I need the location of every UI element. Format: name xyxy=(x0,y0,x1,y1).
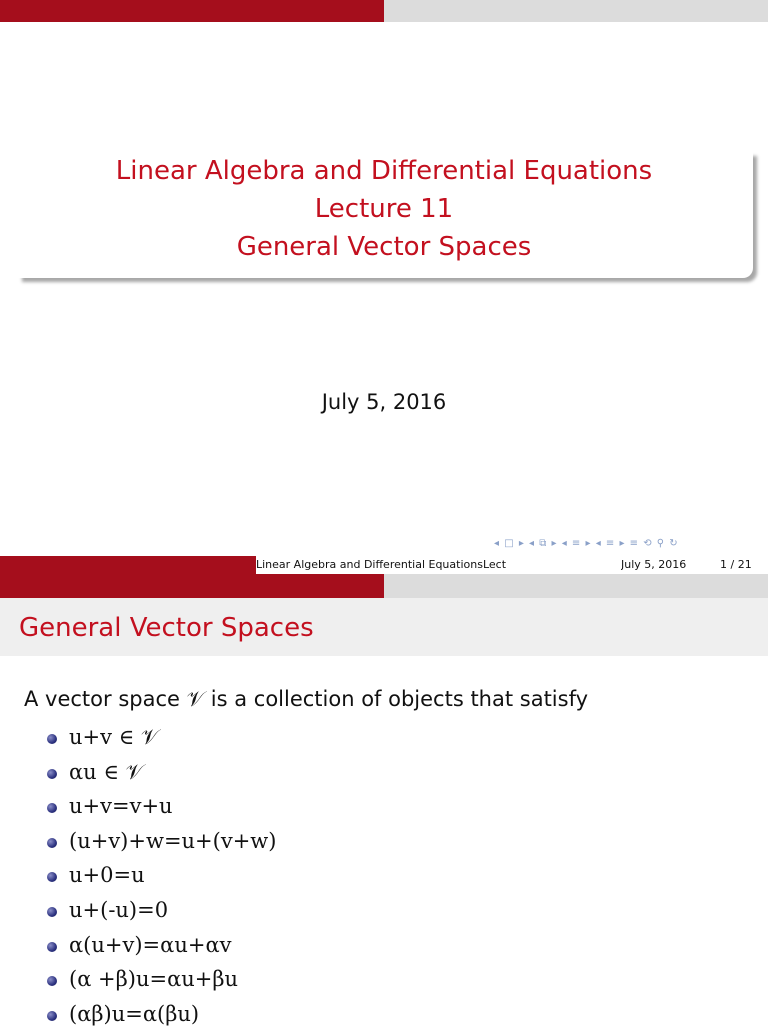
axiom-text: αu ∈ 𝒱 xyxy=(69,759,144,784)
header-bar-left xyxy=(0,0,384,22)
axiom-text: (u+v)+w=u+(v+w) xyxy=(69,828,277,853)
list-item xyxy=(45,826,276,861)
bullet-icon xyxy=(47,769,57,779)
axiom-text: (α +β)u=αu+βu xyxy=(69,967,239,992)
list-item xyxy=(45,722,276,757)
axiom-text: (αβ)u=α(βu) xyxy=(69,1001,200,1026)
bullet-icon xyxy=(47,976,57,986)
beamer-navigation-icons[interactable]: ◂ □ ▸ ◂ ⧉ ▸ ◂ ≡ ▸ ◂ ≡ ▸ ≡ ⟲ ⚲ ↻ xyxy=(494,538,679,549)
bullet-icon xyxy=(47,734,57,744)
list-item xyxy=(45,791,276,826)
slide2-header-bar-right xyxy=(384,574,768,598)
axiom-text: u+v ∈ 𝒱 xyxy=(69,725,159,749)
slide2-header-bar-left-lower xyxy=(0,574,384,598)
bullet-icon xyxy=(47,872,57,882)
slide-title-line-2: Lecture 11 xyxy=(314,194,454,224)
frame-title: General Vector Spaces xyxy=(19,613,314,643)
slide-title-line-1: Linear Algebra and Differential Equations xyxy=(115,156,653,186)
presentation-date: July 5, 2016 xyxy=(321,390,447,414)
slide-title-line-3: General Vector Spaces xyxy=(236,232,532,262)
axiom-text: α(u+v)=αu+αv xyxy=(69,932,232,957)
footer-page-number: 1 / 21 xyxy=(720,558,752,571)
bullet-icon xyxy=(47,803,57,813)
axiom-list xyxy=(45,722,276,1033)
bullet-icon xyxy=(47,1011,57,1021)
axiom-text: u+v=v+u xyxy=(69,794,173,819)
bullet-icon xyxy=(47,907,57,917)
list-item xyxy=(45,930,276,965)
axiom-text: u+0=u xyxy=(69,863,145,888)
footer-date: July 5, 2016 xyxy=(621,558,687,571)
footer-title: Linear Algebra and Differential EquationsLect xyxy=(256,558,507,571)
intro-text: A vector space 𝒱 is a collection of objects that satisfy xyxy=(24,687,589,711)
list-item xyxy=(45,860,276,895)
axiom-text: u+(-u)=0 xyxy=(69,897,169,922)
list-item xyxy=(45,895,276,930)
list-item xyxy=(45,999,276,1033)
list-item xyxy=(45,964,276,999)
slide2-header-bar-left xyxy=(0,556,256,574)
bullet-icon xyxy=(47,942,57,952)
list-item xyxy=(45,757,276,792)
header-bar-right xyxy=(384,0,768,22)
bullet-icon xyxy=(47,838,57,848)
